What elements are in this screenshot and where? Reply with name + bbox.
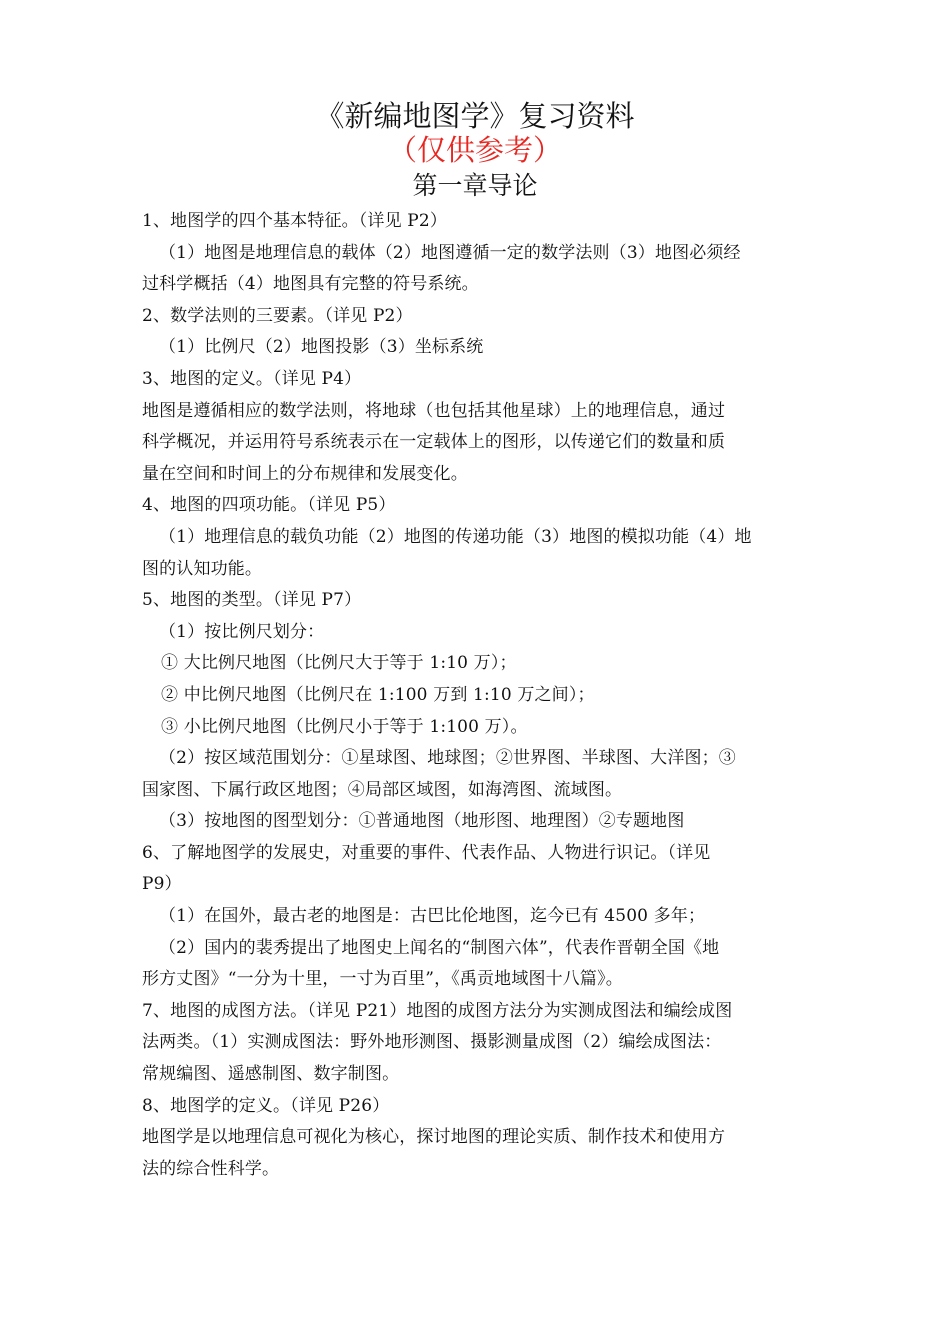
text-line: 1、地图学的四个基本特征。（详见 P2） [142,211,447,231]
text-line: 形方丈图》“一分为十里，一寸为百里”，《禹贡地域图十八篇》。 [142,969,623,990]
text-line: 2、数学法则的三要素。（详见 P2） [142,305,413,326]
text-line: 地图学是以地理信息可视化为核心，探讨地图的理论实质、制作技术和使用方 [142,1127,726,1148]
text-line: 图的认知功能。 [142,558,263,579]
text-line: （1）按比例尺划分： [159,621,325,642]
text-line: （2）按区域范围划分：①星球图、地球图；②世界图、半球图、大洋图；③ [159,748,736,769]
document-title: 《新编地图学》复习资料 [315,99,635,133]
text-line: 4、地图的四项功能。（详见 P5） [142,495,396,516]
text-line: （1）比例尺（2）地图投影（3）坐标系统 [159,337,484,358]
text-line: ③ 小比例尺地图（比例尺小于等于 1:100 万）。 [161,716,528,737]
text-line: 3、地图的定义。（详见 P4） [142,368,362,389]
text-line: 科学概况，并运用符号系统表示在一定载体上的图形，以传递它们的数量和质 [142,432,726,453]
text-line: （2）国内的裴秀提出了地图史上闻名的“制图六体”，代表作晋朝全国《地 [159,937,720,958]
text-line: ① 大比例尺地图（比例尺大于等于 1:10 万）； [161,653,517,674]
text-line: 法的综合性科学。 [142,1158,280,1179]
text-line: 量在空间和时间上的分布规律和发展变化。 [142,463,468,484]
document-subtitle: （仅供参考） [387,133,562,167]
text-line: 常规编图、遥感制图、数字制图。 [142,1064,400,1085]
text-line: 国家图、下属行政区地图；④局部区域图，如海湾图、流域图。 [142,779,623,800]
text-line: （1）在国外，最古老的地图是：古巴比伦地图，迄今已有 4500 多年； [159,906,706,927]
text-line: 8、地图学的定义。（详见 P26） [142,1095,390,1116]
text-line: 5、地图的类型。（详见 P7） [142,590,362,611]
text-line: 地图是遵循相应的数学法则，将地球（也包括其他星球）上的地理信息，通过 [142,400,726,421]
document-body [142,206,812,1185]
text-line: （3）按地图的图型划分：①普通地图（地形图、地理图）②专题地图 [159,811,685,832]
text-line: P9） [142,874,182,895]
text-line: （1）地图是地理信息的载体（2）地图遵循一定的数学法则（3）地图必须经 [159,242,741,263]
text-line: 6、了解地图学的发展史，对重要的事件、代表作品、人物进行识记。（详见 [142,842,711,863]
chapter-heading: 第一章导论 [412,171,538,200]
text-line: （1）地理信息的载负功能（2）地图的传递功能（3）地图的模拟功能（4）地 [159,526,752,547]
text-line: 过科学概括（4）地图具有完整的符号系统。 [142,274,479,295]
text-line: ② 中比例尺地图（比例尺在 1:100 万到 1:10 万之间）； [161,684,595,705]
text-line: 7、地图的成图方法。（详见 P21）地图的成图方法分为实测成图法和编绘成图 [142,1000,733,1021]
text-line: 法两类。（1）实测成图法：野外地形测图、摄影测量成图（2）编绘成图法： [142,1032,722,1053]
